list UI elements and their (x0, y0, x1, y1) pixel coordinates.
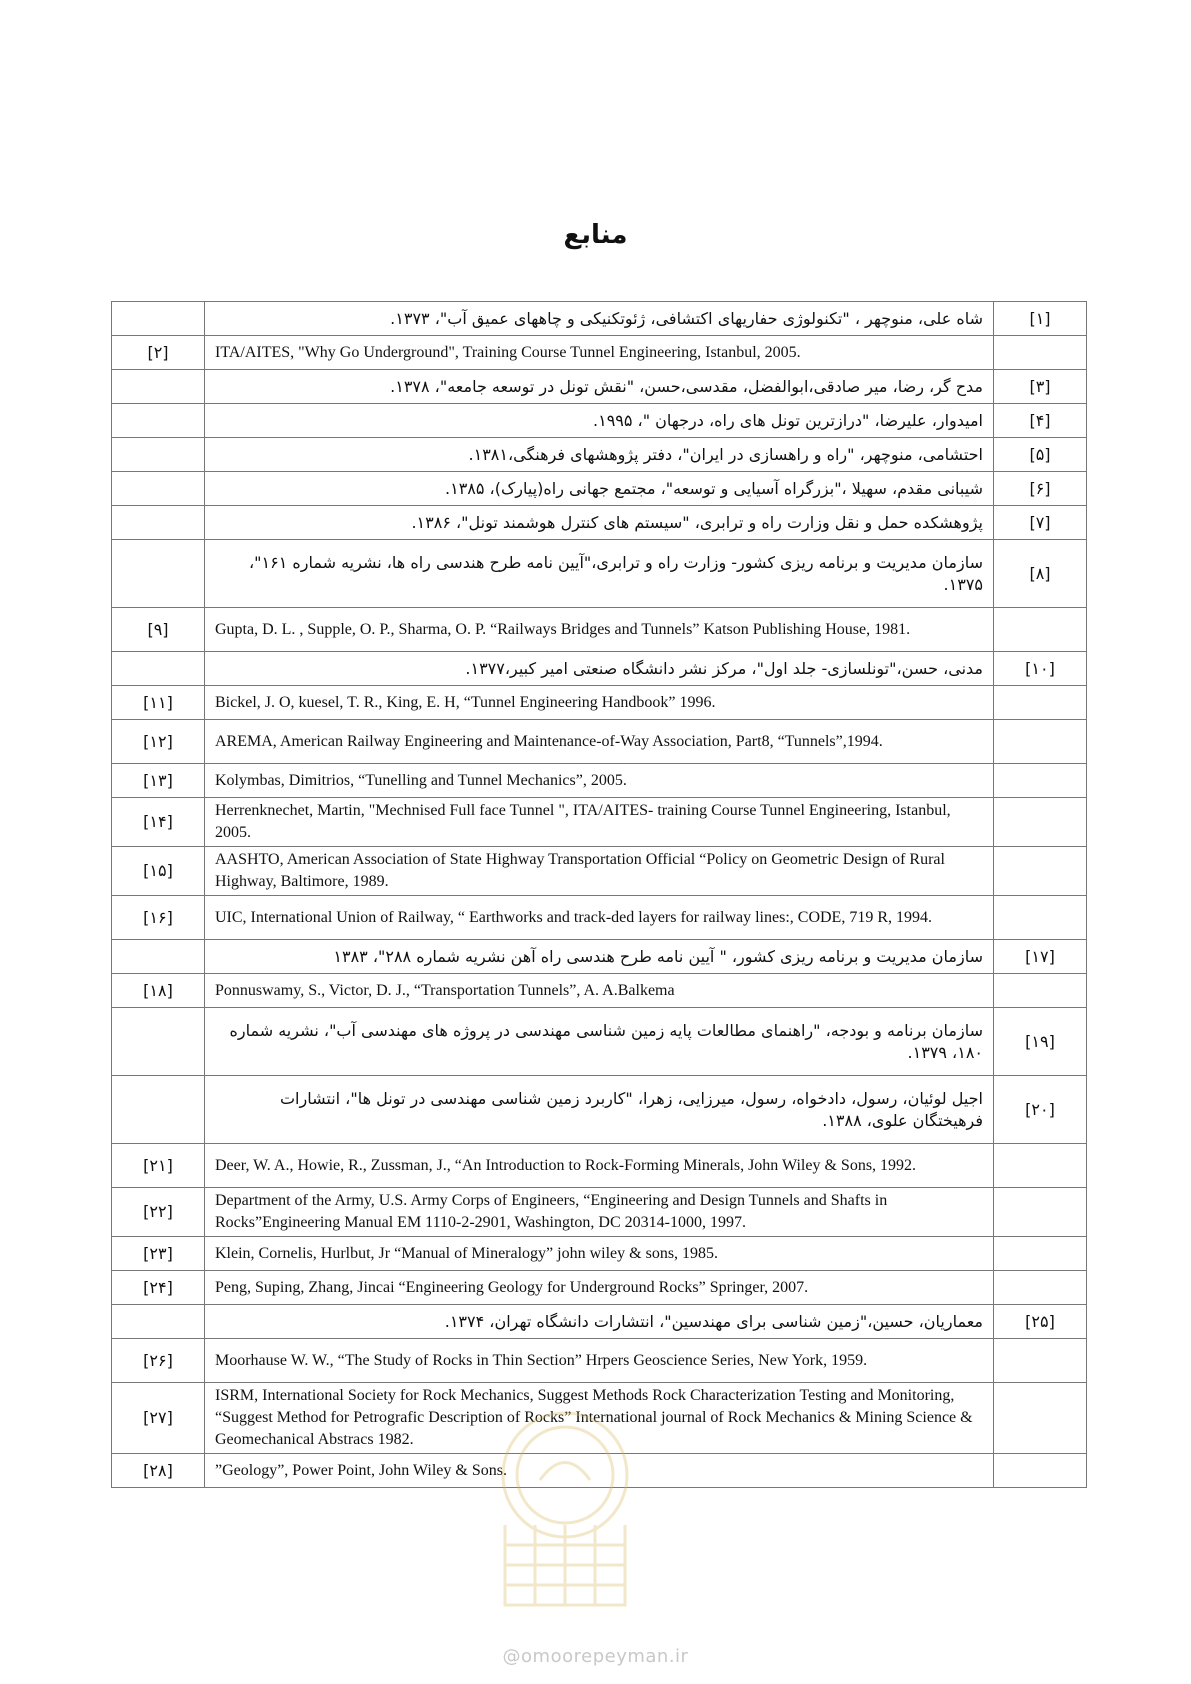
reference-row (112, 974, 1087, 1008)
empty-cell (994, 974, 1087, 1008)
empty-cell (112, 302, 205, 336)
empty-cell (112, 1076, 205, 1144)
empty-cell (994, 1144, 1087, 1188)
reference-text: Moorhause W. W., “The Study of Rocks in Thin Section” Hrpers Geoscience Series, New York, 1959. (205, 1339, 994, 1383)
reference-number: [۱۲] (112, 720, 205, 764)
reference-text: سازمان مدیریت و برنامه ریزی کشور- وزارت راه و ترابری،"آیین نامه طرح هندسی راه ها، نشریه شماره ۱۶۱"، ۱۳۷۵. (205, 540, 994, 608)
reference-text: شیبانی مقدم، سهیلا ،"بزرگراه آسیایی و توسعه"، مجتمع جهانی راه(پیارک)، ۱۳۸۵. (205, 472, 994, 506)
reference-number: [۹] (112, 608, 205, 652)
empty-cell (112, 540, 205, 608)
reference-number: [۲] (112, 336, 205, 370)
empty-cell (994, 1383, 1087, 1454)
reference-number: [۲۳] (112, 1237, 205, 1271)
reference-row (112, 472, 1087, 506)
reference-number: [۱] (994, 302, 1087, 336)
reference-number: [۲۷] (112, 1383, 205, 1454)
reference-text: AASHTO, American Association of State Highway Transportation Official “Policy on Geometric Design of Rural Highway, Baltimore, 1989. (205, 847, 994, 896)
reference-text: پژوهشکده حمل و نقل وزارت راه و ترابری، "سیستم های کنترل هوشمند تونل"، ۱۳۸۶. (205, 506, 994, 540)
reference-text: Bickel, J. O, kuesel, T. R., King, E. H, “Tunnel Engineering Handbook” 1996. (205, 686, 994, 720)
empty-cell (994, 764, 1087, 798)
reference-number: [۶] (994, 472, 1087, 506)
reference-row (112, 336, 1087, 370)
empty-cell (994, 1271, 1087, 1305)
empty-cell (112, 1305, 205, 1339)
reference-row (112, 847, 1087, 896)
empty-cell (994, 1188, 1087, 1237)
reference-number: [۱۷] (994, 940, 1087, 974)
reference-number: [۲۶] (112, 1339, 205, 1383)
references-table (111, 301, 1087, 1488)
reference-row (112, 608, 1087, 652)
empty-cell (112, 404, 205, 438)
empty-cell (994, 847, 1087, 896)
empty-cell (994, 798, 1087, 847)
reference-number: [۳] (994, 370, 1087, 404)
reference-text: امیدوار، علیرضا، "درازترین تونل های راه، درجهان "، ۱۹۹۵. (205, 404, 994, 438)
reference-text: سازمان مدیریت و برنامه ریزی کشور، " آیین نامه طرح هندسی راه آهن نشریه شماره ۲۸۸"، ۱۳۸۳ (205, 940, 994, 974)
empty-cell (112, 940, 205, 974)
reference-text: Deer, W. A., Howie, R., Zussman, J., “An Introduction to Rock-Forming Minerals, John Wiley & Sons, 1992. (205, 1144, 994, 1188)
reference-text: Kolymbas, Dimitrios, “Tunelling and Tunnel Mechanics”, 2005. (205, 764, 994, 798)
reference-text: ”Geology”, Power Point, John Wiley & Sons. (205, 1454, 994, 1488)
reference-number: [۲۱] (112, 1144, 205, 1188)
reference-row (112, 540, 1087, 608)
reference-text: Klein, Cornelis, Hurlbut, Jr “Manual of Mineralogy” john wiley & sons, 1985. (205, 1237, 994, 1271)
reference-text: ITA/AITES, "Why Go Underground", Training Course Tunnel Engineering, Istanbul, 2005. (205, 336, 994, 370)
empty-cell (994, 336, 1087, 370)
reference-text: Peng, Suping, Zhang, Jincai “Engineering Geology for Underground Rocks” Springer, 2007. (205, 1271, 994, 1305)
reference-text: Herrenknechet, Martin, "Mechnised Full face Tunnel ", ITA/AITES- training Course Tunnel Engineering, Istanbul, 2005. (205, 798, 994, 847)
reference-number: [۱۴] (112, 798, 205, 847)
reference-row (112, 438, 1087, 472)
empty-cell (994, 1454, 1087, 1488)
reference-text: معماریان، حسین،"زمین شناسی برای مهندسین"، انتشارات دانشگاه تهران، ۱۳۷۴. (205, 1305, 994, 1339)
reference-row (112, 1144, 1087, 1188)
empty-cell (994, 686, 1087, 720)
reference-row (112, 940, 1087, 974)
page-title: منابع (563, 220, 628, 250)
reference-row (112, 1188, 1087, 1237)
reference-number: [۸] (994, 540, 1087, 608)
reference-row (112, 302, 1087, 336)
reference-row (112, 1008, 1087, 1076)
reference-text: Ponnuswamy, S., Victor, D. J., “Transportation Tunnels”, A. A.Balkema (205, 974, 994, 1008)
empty-cell (112, 506, 205, 540)
reference-number: [۲۵] (994, 1305, 1087, 1339)
reference-number: [۵] (994, 438, 1087, 472)
reference-number: [۱۹] (994, 1008, 1087, 1076)
reference-text: شاه علی، منوچهر ، "تکنولوژی حفاریهای اکتشافی، ژئوتکنیکی و چاههای عمیق آب"، ۱۳۷۳. (205, 302, 994, 336)
reference-row (112, 720, 1087, 764)
reference-number: [۱۶] (112, 896, 205, 940)
reference-row (112, 1237, 1087, 1271)
reference-text: سازمان برنامه و بودجه، "راهنمای مطالعات پایه زمین شناسی مهندسی در پروژه های مهندسی آب"، نشریه شماره ۱۸۰، ۱۳۷۹. (205, 1008, 994, 1076)
reference-row (112, 896, 1087, 940)
reference-row (112, 798, 1087, 847)
empty-cell (112, 1008, 205, 1076)
reference-number: [۱۳] (112, 764, 205, 798)
reference-row (112, 652, 1087, 686)
reference-number: [۷] (994, 506, 1087, 540)
empty-cell (994, 1237, 1087, 1271)
reference-number: [۱۱] (112, 686, 205, 720)
reference-number: [۱۰] (994, 652, 1087, 686)
empty-cell (994, 1339, 1087, 1383)
reference-number: [۲۴] (112, 1271, 205, 1305)
empty-cell (112, 652, 205, 686)
reference-text: اجیل لوئیان، رسول، دادخواه، رسول، میرزایی، زهرا، "کاربرد زمین شناسی مهندسی در تونل ها"، انتشارات فرهیختگان علوی، ۱۳۸۸. (205, 1076, 994, 1144)
reference-row (112, 370, 1087, 404)
empty-cell (112, 472, 205, 506)
reference-row (112, 506, 1087, 540)
reference-text: Department of the Army, U.S. Army Corps of Engineers, “Engineering and Design Tunnels and Shafts in Rocks”Engineering Manual EM 1110-2-2901, Washington, DC 20314-1000, 1997. (205, 1188, 994, 1237)
reference-row (112, 1339, 1087, 1383)
reference-text: مدح گر، رضا، میر صادقی،ابوالفضل، مقدسی،حسن، "نقش تونل در توسعه جامعه"، ۱۳۷۸. (205, 370, 994, 404)
reference-number: [۲۲] (112, 1188, 205, 1237)
empty-cell (994, 720, 1087, 764)
reference-row (112, 686, 1087, 720)
reference-number: [۴] (994, 404, 1087, 438)
reference-number: [۱۸] (112, 974, 205, 1008)
reference-text: UIC, International Union of Railway, “ Earthworks and track-ded layers for railway lines:, CODE, 719 R, 1994. (205, 896, 994, 940)
empty-cell (994, 896, 1087, 940)
reference-text: مدنی، حسن،"تونلسازی- جلد اول"، مرکز نشر دانشگاه صنعتی امیر کبیر،۱۳۷۷. (205, 652, 994, 686)
reference-row (112, 1271, 1087, 1305)
reference-row (112, 1383, 1087, 1454)
empty-cell (112, 438, 205, 472)
reference-row (112, 1076, 1087, 1144)
reference-text: احتشامی، منوچهر، "راه و راهسازی در ایران"، دفتر پژوهشهای فرهنگی،۱۳۸۱. (205, 438, 994, 472)
reference-text: ISRM, International Society for Rock Mechanics, Suggest Methods Rock Characterization Testing and Monitoring, “Suggest Method for Petrografic Description of Rocks” International journal of Rock Mechanics & Mining Science & Geomechanical Abstracs 1982. (205, 1383, 994, 1454)
reference-row (112, 764, 1087, 798)
reference-number: [۲۰] (994, 1076, 1087, 1144)
reference-number: [۲۸] (112, 1454, 205, 1488)
reference-row (112, 1454, 1087, 1488)
reference-row (112, 404, 1087, 438)
empty-cell (994, 608, 1087, 652)
reference-text: Gupta, D. L. , Supple, O. P., Sharma, O. P. “Railways Bridges and Tunnels” Katson Publishing House, 1981. (205, 608, 994, 652)
reference-row (112, 1305, 1087, 1339)
reference-text: AREMA, American Railway Engineering and Maintenance-of-Way Association, Part8, “Tunnels”,1994. (205, 720, 994, 764)
site-watermark: @omoorepeyman.ir (502, 1646, 689, 1667)
reference-number: [۱۵] (112, 847, 205, 896)
empty-cell (112, 370, 205, 404)
